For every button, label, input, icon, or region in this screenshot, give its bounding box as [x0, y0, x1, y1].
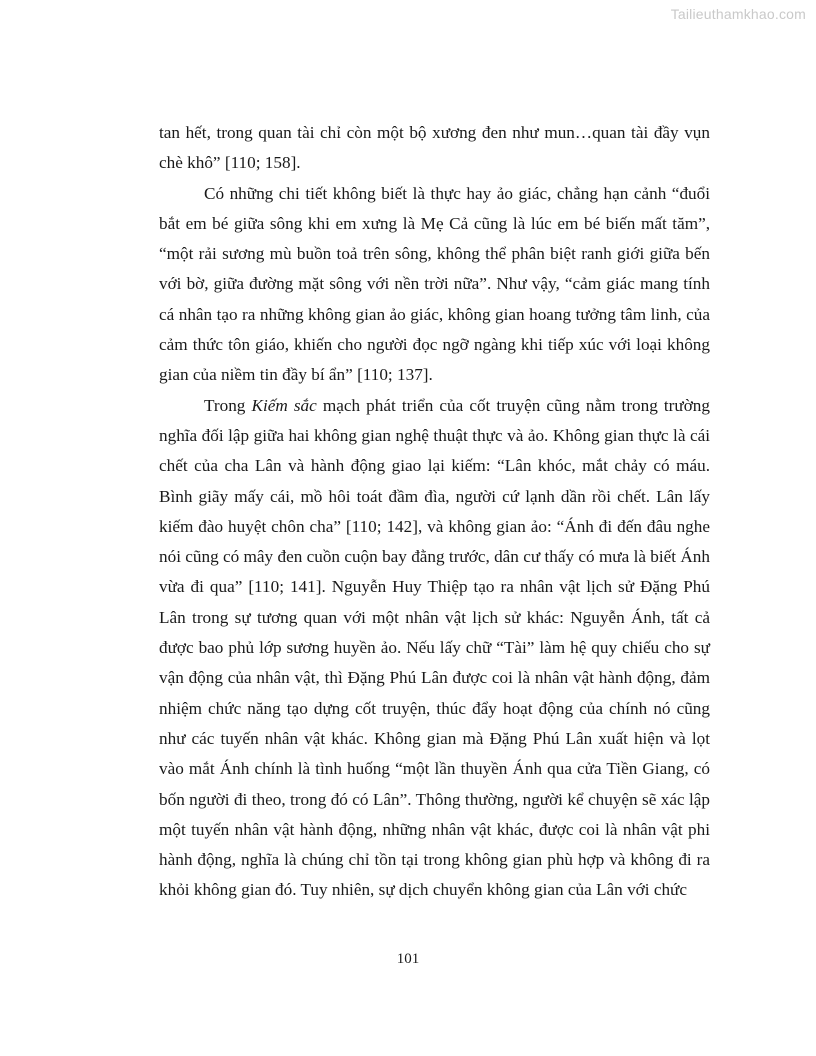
- page-number: 101: [396, 951, 420, 967]
- paragraph-lead: Trong: [204, 395, 252, 415]
- paragraph-illusion-details: Có những chi tiết không biết là thực hay ảo giác, chẳng hạn cảnh “đuổi bắt em bé giữa sông khi em xưng là Mẹ Cả cũng là lúc em bé biến mất tăm”, “một rải sương mù buồn toả trên sông, không thể phân biệt ranh giới giữa bến với bờ, giữa đường mặt sông với nền trời nữa”. Như vậy, “cảm giác mang tính cá nhân tạo ra những không gian ảo giác, không gian hoang tưởng tâm linh, của cảm thức tôn giáo, khiến cho người đọc ngỡ ngàng khi tiếp xúc với loại không gian của niềm tin đầy bí ẩn” [110; 137].: [159, 183, 710, 385]
- work-title: Kiếm sắc: [251, 395, 317, 415]
- document-body: [159, 118, 710, 906]
- watermark: Tailieuthamkhao.com: [670, 6, 806, 22]
- paragraph-kiem-sac: [159, 391, 710, 906]
- paragraph-body: mạch phát triển của cốt truyện cũng nằm trong trường nghĩa đối lập giữa hai không gian nghệ thuật thực và ảo. Không gian thực là cái chết của cha Lân và hành động giao lại kiếm: “Lân khóc, mắt chảy có máu. Bình giãy mấy cái, mồ hôi toát đầm đìa, người cứ lạnh dần rồi chết. Lân lấy kiếm đào huyệt chôn cha” [110; 142], và không gian ảo: “Ánh đi đến đâu nghe nói cũng có mây đen cuồn cuộn bay đằng trước, dân cư thấy có mưa là biết Ánh vừa đi qua” [110; 141]. Nguyễn Huy Thiệp tạo ra nhân vật lịch sử Đặng Phú Lân trong sự tương quan với một nhân vật lịch sử khác: Nguyễn Ánh, tất cả được bao phủ lớp sương huyền ảo. Nếu lấy chữ “Tài” làm hệ quy chiếu cho sự vận động của nhân vật, thì Đặng Phú Lân được coi là nhân vật hành động, đảm nhiệm chức năng tạo dựng cốt truyện, thúc đẩy hoạt động của chính nó cũng như các tuyến nhân vật khác. Không gian mà Đặng Phú Lân xuất hiện và lọt vào mắt Ánh chính là tình huống “một lần thuyền Ánh qua cửa Tiền Giang, có bốn người đi theo, trong đó có Lân”. Thông thường, người kể chuyện sẽ xác lập một tuyến nhân vật hành động, những nhân vật khác, được coi là nhân vật phi hành động, nghĩa là chúng chỉ tồn tại trong không gian phù hợp và không đi ra khỏi không gian đó. Tuy nhiên, sự dịch chuyển không gian của Lân với chức: [159, 395, 710, 900]
- paragraph-continued: tan hết, trong quan tài chỉ còn một bộ xương đen như mun…quan tài đầy vụn chè khô” [110; 158].: [159, 123, 710, 173]
